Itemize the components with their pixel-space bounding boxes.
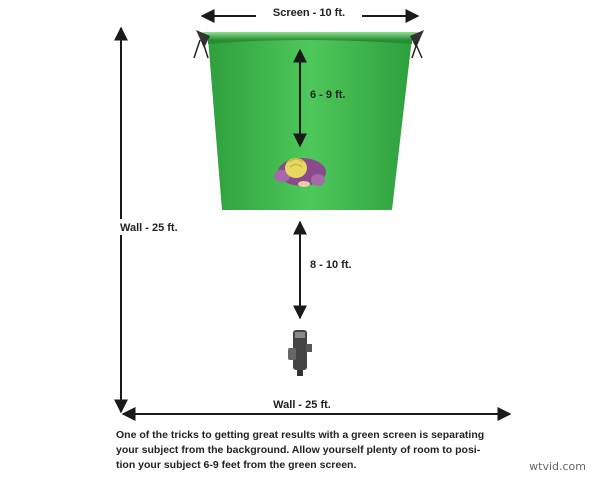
video-camera-icon <box>288 330 312 376</box>
subject-distance-label: 6 - 9 ft. <box>310 89 346 101</box>
camera-distance-label: 8 - 10 ft. <box>310 259 352 271</box>
bottom-wall-label: Wall - 25 ft. <box>273 399 331 411</box>
screen-width-label: Screen - 10 ft. <box>272 7 346 19</box>
left-wall-label: Wall - 25 ft. <box>120 222 178 234</box>
caption-line-2: your subject from the background. Allow yourself plenty of room to posi- <box>116 444 481 456</box>
caption-line-1: One of the tricks to getting great results with a green screen is separating <box>116 429 485 441</box>
screen-rod <box>200 32 420 40</box>
watermark: wtvid.com <box>529 460 586 473</box>
caption <box>116 428 526 473</box>
caption-line-3: tion your subject 6-9 feet from the green screen. <box>116 459 357 471</box>
